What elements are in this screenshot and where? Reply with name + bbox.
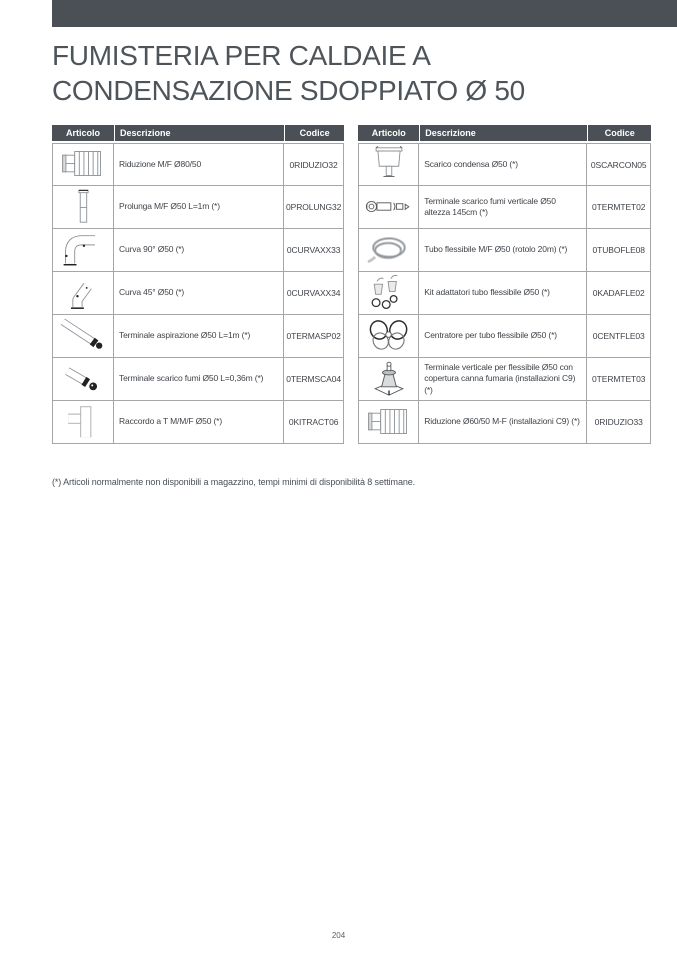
header-bar bbox=[52, 0, 677, 27]
product-description: Terminale scarico fumi verticale Ø50 altezza 145cm (*) bbox=[424, 195, 556, 217]
descrizione-cell bbox=[419, 272, 587, 315]
articolo-cell bbox=[52, 186, 114, 229]
codice-cell bbox=[587, 186, 651, 229]
product-image-flexible-hose-coil bbox=[365, 231, 413, 268]
codice-cell bbox=[284, 358, 344, 401]
table-row bbox=[52, 358, 344, 401]
table-row bbox=[358, 315, 651, 358]
product-code: 0SCARCON05 bbox=[590, 159, 647, 170]
product-code: 0TERMTET02 bbox=[592, 202, 646, 212]
articolo-cell bbox=[52, 315, 114, 358]
articolo-cell bbox=[52, 358, 114, 401]
descrizione-cell bbox=[114, 401, 284, 444]
column-header-codice: Codice bbox=[284, 125, 344, 143]
table-row bbox=[358, 401, 651, 444]
product-code: 0CURVAXX34 bbox=[286, 288, 341, 298]
codice-cell bbox=[587, 358, 651, 401]
descrizione-cell bbox=[114, 186, 284, 229]
product-code: 0TERMSCA04 bbox=[286, 374, 341, 384]
descrizione-cell bbox=[419, 401, 587, 444]
availability-footnote: (*) Articoli normalmente non disponibili a magazzino, tempi minimi di disponibilità 8 settimane. bbox=[52, 477, 416, 487]
codice-cell bbox=[284, 272, 344, 315]
articolo-cell bbox=[358, 186, 419, 229]
product-image-terminal-long bbox=[59, 317, 107, 354]
descrizione-cell bbox=[114, 143, 284, 186]
product-description: Prolunga M/F Ø50 L=1m (*) bbox=[119, 201, 220, 212]
table-row bbox=[52, 186, 344, 229]
codice-cell bbox=[284, 143, 344, 186]
descrizione-cell bbox=[114, 229, 284, 272]
table-row bbox=[358, 186, 651, 229]
product-table-right bbox=[358, 125, 651, 444]
product-code: 0KITRACT06 bbox=[288, 417, 339, 427]
product-tables bbox=[52, 125, 651, 444]
table-row bbox=[52, 143, 344, 186]
articolo-cell bbox=[358, 143, 419, 186]
column-header-articolo: Articolo bbox=[52, 125, 114, 143]
product-code: 0TERMASP02 bbox=[286, 331, 341, 341]
product-description: Riduzione M/F Ø80/50 bbox=[119, 158, 202, 169]
codice-cell bbox=[284, 401, 344, 444]
codice-cell bbox=[587, 272, 651, 315]
codice-cell bbox=[587, 401, 651, 444]
product-code: 0CURVAXX33 bbox=[286, 245, 341, 255]
codice-cell bbox=[587, 315, 651, 358]
page-title-line2: CONDENSAZIONE SDOPPIATO Ø 50 bbox=[52, 75, 525, 106]
product-image-straight-pipe bbox=[59, 188, 107, 225]
codice-cell bbox=[284, 229, 344, 272]
table-row bbox=[358, 229, 651, 272]
articolo-cell bbox=[358, 229, 419, 272]
table-row bbox=[52, 401, 344, 444]
column-header-codice: Codice bbox=[587, 125, 651, 143]
product-description: Scarico condensa Ø50 (*) bbox=[424, 158, 518, 169]
descrizione-cell bbox=[419, 186, 587, 229]
product-image-elbow-45 bbox=[59, 274, 107, 311]
articolo-cell bbox=[52, 143, 114, 186]
articolo-cell bbox=[52, 229, 114, 272]
product-image-centering-rings bbox=[365, 317, 413, 354]
product-image-reducer bbox=[59, 145, 107, 182]
descrizione-cell bbox=[419, 315, 587, 358]
product-description: Riduzione Ø60/50 M-F (installazioni C9) (*) bbox=[424, 416, 580, 427]
articolo-cell bbox=[52, 401, 114, 444]
column-header-descrizione: Descrizione bbox=[114, 125, 284, 143]
codice-cell bbox=[284, 315, 344, 358]
descrizione-cell bbox=[114, 358, 284, 401]
product-code: 0PROLUNG32 bbox=[286, 202, 342, 212]
product-code: 0RIDUZIO33 bbox=[594, 417, 643, 427]
product-description: Terminale verticale per flessibile Ø50 con copertura canna fumaria (installazioni C9) (*) bbox=[424, 362, 576, 395]
header-row bbox=[52, 125, 344, 143]
product-description: Terminale aspirazione Ø50 L=1m (*) bbox=[119, 330, 251, 341]
articolo-cell bbox=[358, 401, 419, 444]
product-description: Curva 45° Ø50 (*) bbox=[119, 287, 185, 298]
product-description: Kit adattatori tubo flessibile Ø50 (*) bbox=[424, 287, 550, 298]
articolo-cell bbox=[358, 272, 419, 315]
page-number: 204 bbox=[331, 931, 346, 940]
descrizione-cell bbox=[114, 315, 284, 358]
codice-cell bbox=[284, 186, 344, 229]
codice-cell bbox=[587, 229, 651, 272]
descrizione-cell bbox=[419, 229, 587, 272]
descrizione-cell bbox=[419, 143, 587, 186]
product-image-horizontal-terminal bbox=[365, 188, 413, 225]
product-code: 0RIDUZIO32 bbox=[289, 159, 338, 170]
table-row bbox=[52, 229, 344, 272]
table-row bbox=[52, 272, 344, 315]
product-code: 0TUBOFLE08 bbox=[592, 245, 645, 255]
column-header-descrizione: Descrizione bbox=[419, 125, 587, 143]
descrizione-cell bbox=[419, 358, 587, 401]
product-image-condensate-trap bbox=[365, 145, 413, 182]
table-row bbox=[358, 358, 651, 401]
product-code: 0TERMTET03 bbox=[592, 374, 646, 384]
table-row bbox=[358, 272, 651, 315]
articolo-cell bbox=[52, 272, 114, 315]
product-description: Terminale scarico fumi Ø50 L=0,36m (*) bbox=[119, 373, 264, 384]
product-image-elbow-90 bbox=[59, 231, 107, 268]
product-description: Curva 90° Ø50 (*) bbox=[119, 244, 185, 255]
page-title-line1: FUMISTERIA PER CALDAIE A bbox=[52, 40, 431, 71]
table-row bbox=[52, 315, 344, 358]
product-image-adapter-kit bbox=[365, 274, 413, 311]
descrizione-cell bbox=[114, 272, 284, 315]
product-image-terminal-short bbox=[59, 360, 107, 397]
codice-cell bbox=[587, 143, 651, 186]
product-image-tee-fitting bbox=[59, 403, 107, 440]
product-description: Raccordo a T M/M/F Ø50 (*) bbox=[119, 416, 223, 427]
articolo-cell bbox=[358, 315, 419, 358]
product-table-left bbox=[52, 125, 344, 444]
articolo-cell bbox=[358, 358, 419, 401]
product-code: 0KADAFLE02 bbox=[592, 288, 645, 298]
product-image-reducer bbox=[365, 403, 413, 440]
product-image-chimney-terminal bbox=[365, 360, 413, 397]
column-header-articolo: Articolo bbox=[358, 125, 419, 143]
header-row bbox=[358, 125, 651, 143]
product-description: Tubo flessibile M/F Ø50 (rotolo 20m) (*) bbox=[424, 244, 568, 255]
table-row bbox=[358, 143, 651, 186]
page-title bbox=[52, 38, 612, 108]
product-code: 0CENTFLE03 bbox=[592, 331, 645, 341]
product-description: Centratore per tubo flessibile Ø50 (*) bbox=[424, 330, 557, 341]
